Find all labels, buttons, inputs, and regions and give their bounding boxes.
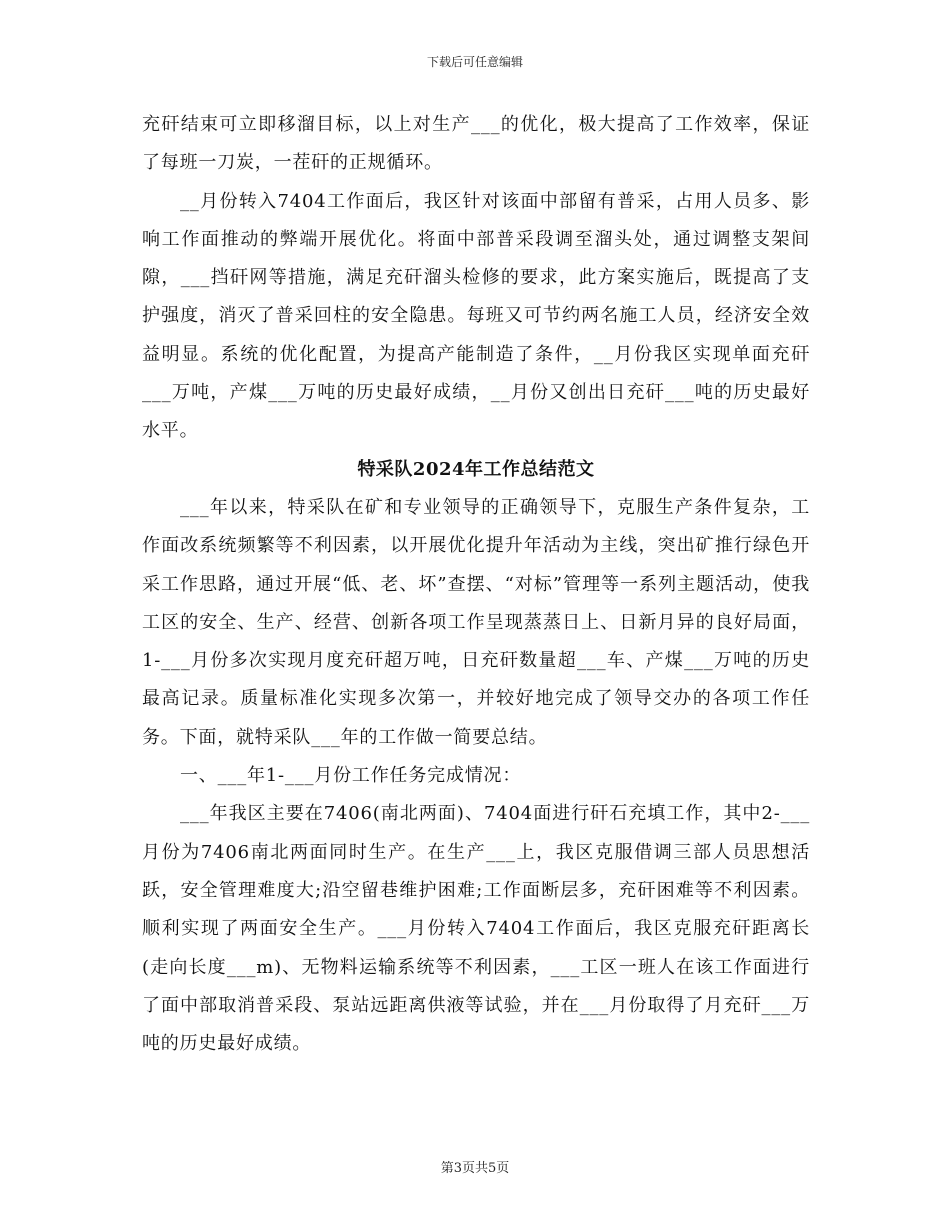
section-title: 特采队2024年工作总结范文: [357, 458, 595, 480]
paragraph-7404-optimization: __月份转入7404工作面后，我区针对该面中部留有普采，占用人员多、影响工作面推动的弊端开展优化。将面中部普采段调至溜头处，通过调整支架间隙，___挡矸网等措施，满足充矸溜头检修的要求，此方案实施后，既提高了支护强度，消灭了普采回柱的安全隐患。每班又可节约两名施工人员，经济安全效益明显。系统的优化配置，为提高产能制造了条件，__月份我区实现单面充矸___万吨，产煤___万吨的历史最好成绩，__月份又创出日充矸___吨的历史最好水平。: [142, 190, 810, 442]
paragraph-intro: ___年以来，特采队在矿和专业领导的正确领导下，克服生产条件复杂，工作面改系统频繁等不利因素，以开展优化提升年活动为主线，突出矿推行绿色开采工作思路，通过开展“低、老、坏”查摆、“对标”管理等一系列主题活动，使我工区的安全、生产、经营、创新各项工作呈现蒸蒸日上、日新月异的良好局面，1-___月份多次实现月度充矸超万吨，日充矸数量超___车、产煤___万吨的历史最高记录。质量标准化实现多次第一，并较好地完成了领导交办的各项工作任务。下面，就特采队___年的工作做一简要总结。: [142, 496, 810, 748]
paragraph-task-completion: ___年我区主要在7406(南北两面)、7404面进行矸石充填工作，其中2-___月份为7406南北两面同时生产。在生产___上，我区克服借调三部人员思想活跃，安全管理难度大;沿空留巷维护困难;工作面断层多，充矸困难等不利因素。顺利实现了两面安全生产。___月份转入7404工作面后，我区克服充矸距离长(走向长度___m)、无物料运输系统等不利因素，___工区一班人在该工作面进行了面中部取消普采段、泵站远距离供液等试验，并在___月份取得了月充矸___万吨的历史最好成绩。: [142, 803, 810, 1055]
page-footer: 第3页共5页: [440, 1161, 510, 1176]
page-header: 下载后可任意编辑: [426, 55, 523, 69]
section-heading-1: 一、___年1-___月份工作任务完成情况：: [180, 765, 522, 787]
document-body: [142, 106, 810, 1063]
paragraph-continuation: 充矸结束可立即移溜目标，以上对生产___的优化，极大提高了工作效率，保证了每班一刀炭，一茬矸的正规循环。: [142, 114, 810, 174]
